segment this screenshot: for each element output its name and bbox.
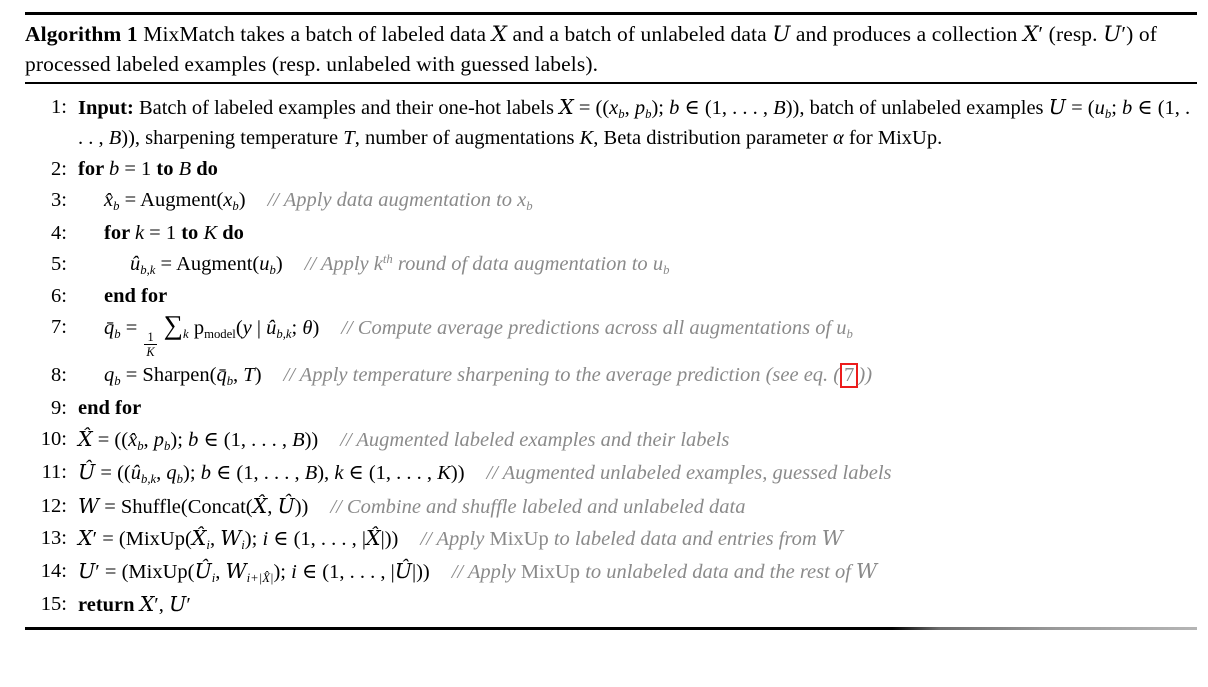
text-segment: = 1 xyxy=(144,221,182,244)
text-segment: i xyxy=(206,537,210,552)
text-segment: b,k xyxy=(276,327,292,342)
text-segment: X xyxy=(1022,22,1039,47)
algorithm-line-7 xyxy=(25,310,1197,359)
text-segment: W xyxy=(220,525,242,550)
algorithm-lines xyxy=(25,93,1197,620)
text-segment: B xyxy=(292,428,305,451)
text-segment: Û xyxy=(194,559,212,584)
text-segment: , xyxy=(156,462,167,485)
text-segment: X̂ xyxy=(252,493,268,518)
text-segment: ′ xyxy=(1038,22,1044,46)
text-segment: u xyxy=(1094,97,1105,120)
text-segment: |)) xyxy=(380,527,399,550)
text-segment: ) xyxy=(254,364,262,387)
text-segment: MixUp xyxy=(520,561,581,584)
algorithm-line-11 xyxy=(25,458,1197,489)
text-segment: b xyxy=(164,438,171,453)
text-segment: ∈ (1, . . . , xyxy=(78,97,1196,150)
text-segment: MixMatch takes a batch of labeled data xyxy=(143,22,492,46)
text-segment: ; xyxy=(291,317,303,340)
line-number: 2: xyxy=(51,158,67,181)
text-segment: ); xyxy=(183,462,201,485)
text-segment: = Sharpen( xyxy=(120,364,217,387)
line-number: 15: xyxy=(40,593,67,616)
text-segment: b xyxy=(200,462,211,485)
text-segment: do xyxy=(217,221,244,244)
text-segment: θ xyxy=(302,317,313,340)
eq-ref-7[interactable]: 7 xyxy=(844,364,855,387)
line-content xyxy=(78,186,1197,216)
text-segment: ′ xyxy=(1121,22,1127,46)
text-segment: return xyxy=(78,594,140,617)
line-content xyxy=(78,310,1197,359)
algorithm-line-14 xyxy=(25,557,1197,588)
text-segment: u xyxy=(836,317,847,340)
text-segment: B xyxy=(304,462,318,485)
text-segment: X xyxy=(491,22,508,47)
text-segment: ∈ (1, . . . , xyxy=(198,428,293,451)
algorithm-line-2 xyxy=(25,155,1197,184)
text-segment: U xyxy=(1048,95,1066,120)
line-content xyxy=(78,282,1197,311)
text-segment: U xyxy=(1103,22,1122,47)
text-segment: to xyxy=(181,221,204,244)
text-segment: b xyxy=(269,263,276,277)
text-segment: U xyxy=(169,592,187,617)
text-segment: i+|X̂| xyxy=(246,571,274,586)
text-segment: ( xyxy=(235,317,243,340)
line-content xyxy=(78,155,1197,184)
text-segment: x̂ xyxy=(104,189,114,212)
text-segment: X̂ xyxy=(78,426,93,451)
text-segment: X xyxy=(559,95,574,120)
text-segment: û xyxy=(266,317,277,340)
text-segment: to labeled data and entries from xyxy=(548,527,822,550)
text-segment: W xyxy=(78,493,100,518)
bottom-rule xyxy=(25,627,1197,630)
text-segment: k xyxy=(373,252,383,275)
text-segment: k xyxy=(134,221,145,244)
line-content xyxy=(78,250,1197,280)
text-segment: ∈ (1, . . . , xyxy=(210,462,305,485)
text-segment: b xyxy=(669,97,680,120)
text-segment: , xyxy=(209,527,221,550)
text-segment: T xyxy=(343,127,355,150)
algorithm-line-6 xyxy=(25,282,1197,311)
text-segment: // Apply xyxy=(304,252,374,275)
line-content xyxy=(78,590,1197,620)
line-content xyxy=(78,425,1197,456)
text-segment: | xyxy=(251,317,267,340)
line-number: 8: xyxy=(51,364,67,387)
text-segment: to xyxy=(156,158,179,181)
text-segment: (resp. xyxy=(1043,22,1104,46)
text-segment: |)) xyxy=(411,561,430,584)
text-segment: Û xyxy=(277,493,295,518)
text-segment: , Beta distribution parameter xyxy=(593,127,833,150)
algorithm-line-4 xyxy=(25,219,1197,248)
text-segment: b xyxy=(176,472,184,487)
text-segment: ′ xyxy=(154,594,159,617)
text-segment: round of data augmentation to xyxy=(392,252,653,275)
text-segment: // Apply temperature sharpening to the average prediction (see eq. ( xyxy=(283,364,841,387)
text-segment: , number of augmentations xyxy=(354,127,580,150)
text-segment: p xyxy=(153,428,165,451)
text-segment: i xyxy=(262,527,269,550)
text-segment: p xyxy=(188,317,205,340)
text-segment: ), xyxy=(317,462,335,485)
top-rule xyxy=(25,12,1197,15)
line-number: 1: xyxy=(51,96,67,119)
text-segment: K xyxy=(437,462,451,485)
text-segment: b xyxy=(1122,97,1133,120)
line-number: 5: xyxy=(51,252,67,275)
text-segment: // Augmented labeled examples and their labels xyxy=(340,428,730,451)
text-segment: b xyxy=(526,199,533,214)
text-segment: = (( xyxy=(92,428,129,451)
line-number: 4: xyxy=(51,221,67,244)
text-segment: X xyxy=(139,592,155,617)
text-segment: b,k xyxy=(141,472,157,487)
fraction: $\frac{1}{K}$ xyxy=(146,329,155,359)
text-segment: ′ xyxy=(95,561,100,584)
text-segment: W xyxy=(225,559,247,584)
text-segment: // Apply data augmentation to xyxy=(267,189,518,212)
text-segment: q xyxy=(166,462,177,485)
text-segment: = ( xyxy=(1065,97,1095,120)
line-content xyxy=(78,361,1197,391)
line-number: 3: xyxy=(51,189,67,212)
algorithm-line-3 xyxy=(25,186,1197,216)
line-number: 12: xyxy=(40,494,67,517)
algorithm-line-1 xyxy=(25,93,1197,153)
text-segment: for MixUp. xyxy=(843,127,943,150)
line-content xyxy=(78,557,1197,588)
algorithm-line-15 xyxy=(25,590,1197,620)
text-segment: for xyxy=(104,221,135,244)
text-segment: ′ xyxy=(186,594,191,617)
text-segment: ); xyxy=(651,97,670,120)
text-segment: = Shuffle(Concat( xyxy=(99,495,253,518)
line-content xyxy=(78,93,1197,153)
text-segment: U xyxy=(78,559,96,584)
text-segment: ) xyxy=(275,252,283,275)
text-segment: W xyxy=(856,559,878,584)
text-segment: )), batch of unlabeled examples xyxy=(785,97,1049,120)
text-segment: b xyxy=(114,374,121,389)
text-segment: α xyxy=(832,127,844,150)
algorithm-caption xyxy=(25,20,1197,78)
text-segment: b xyxy=(645,107,652,122)
text-segment: , xyxy=(624,97,635,120)
text-segment: for xyxy=(78,158,109,181)
text-segment: ) xyxy=(312,317,320,340)
text-segment: b xyxy=(1104,107,1112,122)
text-segment: // Augmented unlabeled examples, guessed labels xyxy=(486,462,892,485)
text-segment: ) of processed labeled examples (resp. unlabeled with guessed labels). xyxy=(25,22,1163,76)
algorithm-line-5 xyxy=(25,250,1197,280)
text-segment: b xyxy=(663,263,670,277)
text-segment: i xyxy=(291,561,297,584)
line-number: 11: xyxy=(41,461,67,484)
text-segment: k xyxy=(183,327,189,342)
text-segment: ∈ (1, . . . , xyxy=(679,97,774,120)
text-segment: ); xyxy=(244,527,263,550)
text-segment: u xyxy=(259,252,270,275)
algorithm-line-8 xyxy=(25,361,1197,391)
line-content xyxy=(78,394,1197,423)
text-segment: k xyxy=(334,462,344,485)
text-segment: )) xyxy=(858,364,873,387)
text-segment: Û xyxy=(78,460,96,485)
caption-rule xyxy=(25,82,1197,84)
line-content xyxy=(78,492,1197,522)
text-segment: T xyxy=(243,364,255,387)
text-segment: x xyxy=(517,189,527,212)
text-segment: q̄ xyxy=(104,317,115,340)
text-segment: and a batch of unlabeled data xyxy=(507,22,773,46)
line-number: 7: xyxy=(51,316,67,339)
text-segment: i xyxy=(211,571,216,586)
text-segment: b xyxy=(846,327,853,342)
text-segment: do xyxy=(191,158,218,181)
text-segment: )) xyxy=(294,495,309,518)
text-segment: K xyxy=(579,127,594,150)
text-segment: , xyxy=(215,561,226,584)
text-segment: , xyxy=(233,364,244,387)
text-segment: û xyxy=(130,462,141,485)
text-segment: Algorithm 1 xyxy=(25,22,144,46)
line-number: 13: xyxy=(40,526,67,549)
text-segment: , xyxy=(143,428,154,451)
text-segment: ∈ (1, . . . , | xyxy=(268,527,367,550)
text-segment: )) xyxy=(450,462,465,485)
text-segment: ) xyxy=(238,189,246,212)
text-segment: b xyxy=(232,199,239,214)
text-segment: X xyxy=(78,525,93,550)
text-segment: x xyxy=(223,189,233,212)
text-segment: end for xyxy=(78,396,142,419)
line-content xyxy=(78,219,1197,248)
text-segment: Û xyxy=(394,559,412,584)
text-segment: û xyxy=(130,252,141,275)
text-segment: ∈ (1, . . . , xyxy=(343,462,438,485)
text-segment: = xyxy=(120,317,143,340)
line-number: 6: xyxy=(51,285,67,308)
text-segment: = Augment( xyxy=(119,189,224,212)
text-segment: K xyxy=(203,221,218,244)
text-segment: = (MixUp( xyxy=(97,527,192,550)
text-segment: and produces a collection xyxy=(790,22,1023,46)
text-segment: Input: xyxy=(78,97,139,120)
text-segment: b xyxy=(188,428,199,451)
text-segment: // Combine and shuffle labeled and unlabeled data xyxy=(330,495,746,518)
text-segment: X̂ xyxy=(191,525,207,550)
algorithm-line-9 xyxy=(25,394,1197,423)
text-segment: = Augment( xyxy=(155,252,260,275)
text-segment: ∈ (1, . . . , | xyxy=(296,561,395,584)
text-segment: = 1 xyxy=(119,158,157,181)
text-segment: b xyxy=(114,327,121,342)
text-segment: )) xyxy=(304,428,319,451)
text-segment: to unlabeled data and the rest of xyxy=(580,561,857,584)
text-segment: ′ xyxy=(92,527,98,550)
line-number: 14: xyxy=(40,560,67,583)
text-segment: = (( xyxy=(573,97,610,120)
text-segment: B xyxy=(178,158,192,181)
text-segment: b xyxy=(113,199,120,214)
text-segment: q̄ xyxy=(216,364,227,387)
text-segment: , xyxy=(158,594,170,617)
algorithm-line-12 xyxy=(25,492,1197,522)
text-segment: = (MixUp( xyxy=(99,561,195,584)
text-segment: x̂ xyxy=(128,428,138,451)
text-segment: model xyxy=(204,327,236,342)
text-segment: p xyxy=(634,97,646,120)
line-content xyxy=(78,458,1197,489)
text-segment: U xyxy=(772,22,791,47)
text-segment: b xyxy=(137,438,144,453)
text-segment: end for xyxy=(104,285,168,308)
text-segment: , xyxy=(267,495,278,518)
text-segment: q xyxy=(104,364,115,387)
text-segment: B xyxy=(773,97,786,120)
text-segment: = (( xyxy=(95,462,131,485)
text-segment: B xyxy=(108,127,122,150)
text-segment: MixUp xyxy=(489,527,549,550)
text-segment: b xyxy=(226,374,234,389)
text-segment: W xyxy=(821,525,843,550)
text-segment: th xyxy=(382,251,393,266)
text-segment: y xyxy=(242,317,252,340)
algorithm-line-13 xyxy=(25,524,1197,555)
line-number: 9: xyxy=(51,396,67,419)
text-segment: ∑ xyxy=(163,310,184,341)
text-segment: X̂ xyxy=(366,525,381,550)
line-content xyxy=(78,524,1197,555)
text-segment: // Compute average predictions across all augmentations of xyxy=(341,317,837,340)
text-segment: // Apply xyxy=(451,561,521,584)
text-segment: i xyxy=(241,537,245,552)
text-segment: ); xyxy=(273,561,292,584)
text-segment: ; xyxy=(1111,97,1123,120)
text-segment: ); xyxy=(170,428,189,451)
text-segment: Batch of labeled examples and their one-hot labels xyxy=(138,97,560,120)
text-segment: b,k xyxy=(140,263,156,277)
text-segment: b xyxy=(108,158,120,181)
algorithm-line-10 xyxy=(25,425,1197,456)
text-segment: )), sharpening temperature xyxy=(121,127,344,150)
text-segment: u xyxy=(652,252,664,275)
text-segment: // Apply xyxy=(420,527,490,550)
eq-ref-box[interactable] xyxy=(840,363,858,388)
text-segment: b xyxy=(618,107,625,122)
text-segment: x xyxy=(609,97,619,120)
algorithm-block xyxy=(25,12,1197,630)
line-number: 10: xyxy=(40,427,67,450)
